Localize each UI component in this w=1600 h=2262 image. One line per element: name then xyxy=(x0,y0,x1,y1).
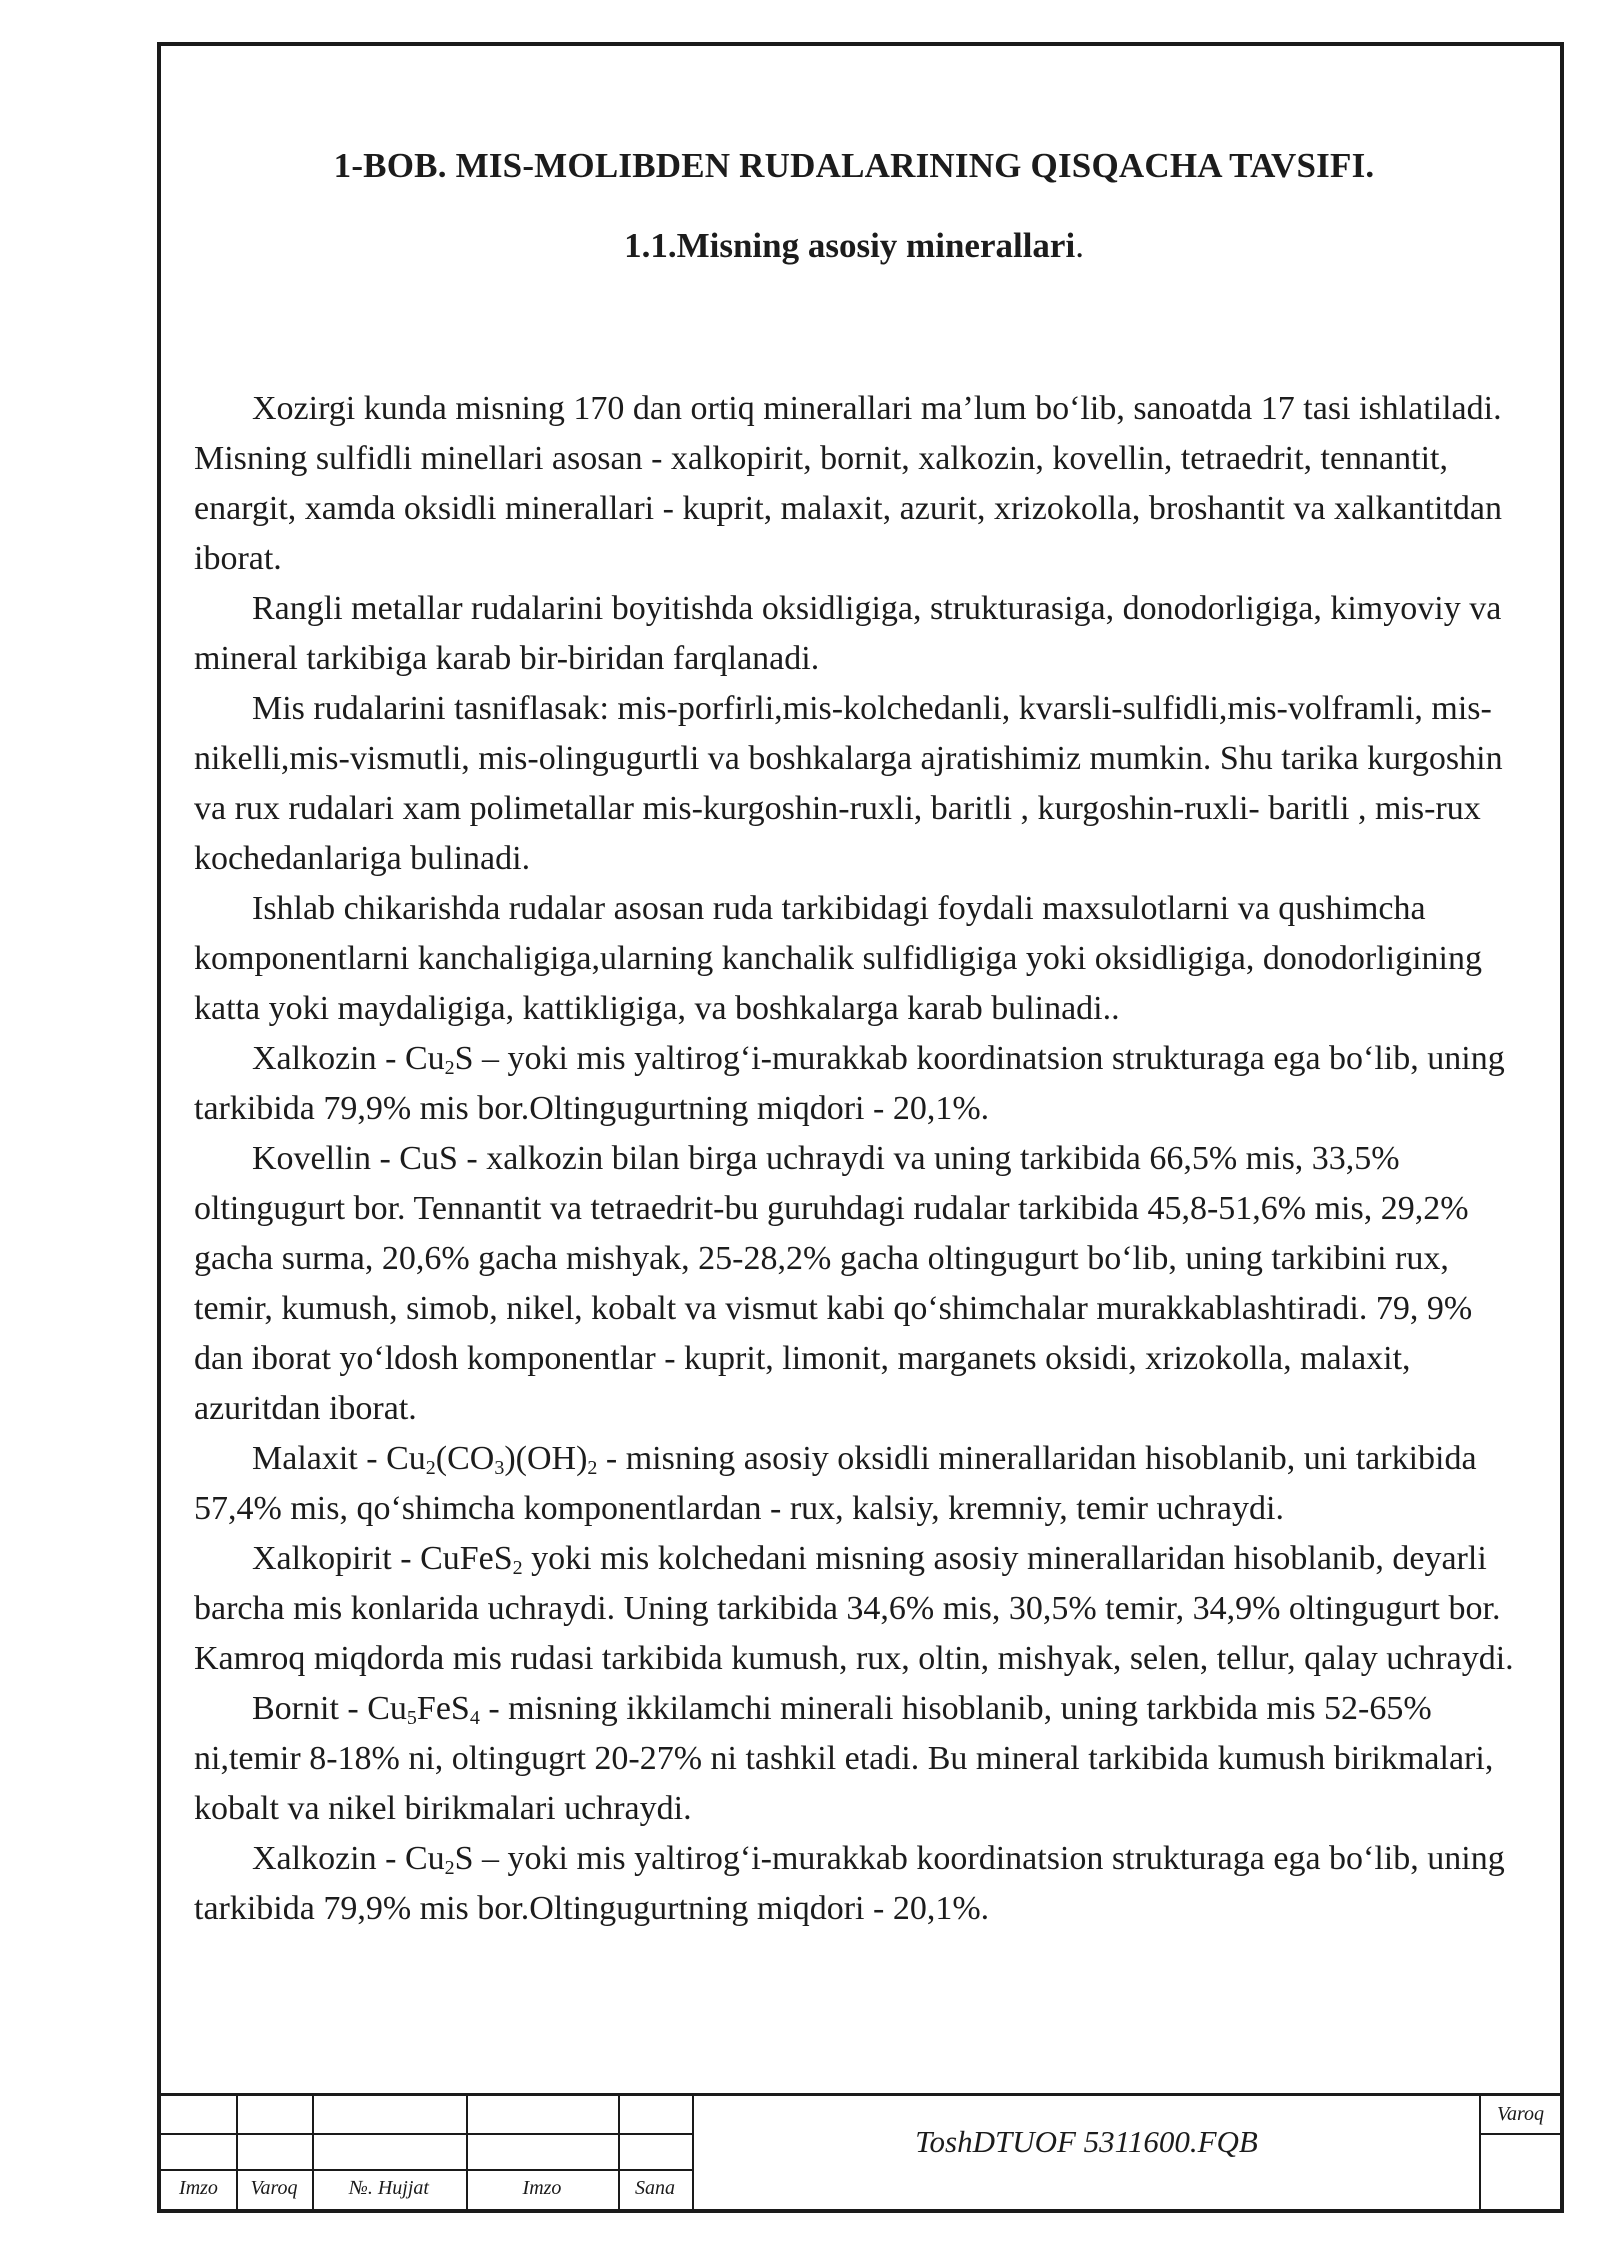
paragraph: Mis rudalarini tasniflasak: mis-porfirli,mis-kolchedanli, kvarsli-sulfidli,mis-volframli, mis-nikelli,mis-vismutli, mis-olingugurtli va boshkalarga ajratishimiz mumkin. Shu tarika kurgoshin va rux rudalari xam polimetallar mis-kurgoshin-ruxli, baritli , kurgoshin-ruxli- baritli , mis-rux kochedanlariga bulinadi. xyxy=(194,690,1503,877)
stamp-divider xyxy=(1481,2133,1560,2135)
subscript: 2 xyxy=(444,1857,455,1879)
text-run: (CO xyxy=(435,1440,495,1477)
stamp-divider xyxy=(161,2169,692,2171)
paragraph-xalkozin-repeat xyxy=(194,1834,1514,1934)
subscript: 5 xyxy=(406,1707,417,1729)
section-title xyxy=(194,226,1514,266)
paragraph: Ishlab chikarishda rudalar asosan ruda tarkibidagi foydali maxsulotlarni va qushimcha komponentlarni kanchaligiga,ularning kanchalik sulfidligiga yoki oksidligiga, donodorligining katta yoki maydaligiga, kattikligiga, va boshkalarga karab bulinadi.. xyxy=(194,890,1482,1027)
sheet-label: Varoq xyxy=(1496,2103,1545,2125)
subscript: 2 xyxy=(587,1457,598,1479)
paragraph-xalkopirit xyxy=(194,1534,1514,1684)
paragraph: Xozirgi kunda misning 170 dan ortiq minerallari ma’lum bo‘lib, sanoatda 17 tasi ishlatiladi. Misning sulfidli minellari asosan - xalkopirit, bornit, xalkozin, kovellin, tetraedrit, tennantit, enargit, xamda oksidli minerallari - kuprit, malaxit, azurit, xrizokolla, broshantit va xalkantitdan iborat. xyxy=(194,390,1503,577)
text-run: Xalkozin - Cu xyxy=(252,1840,445,1877)
stamp-label: Varoq xyxy=(250,2177,298,2199)
text-run: - misning ikkilamchi minerali hisoblanib, uning tarkbida mis 52-65% ni,temir 8-18% ni, oltingugrt 20-27% ni tashkil etadi. Bu mineral tarkibida kumush birikmalari, kobalt va nikel birikmalari uchraydi. xyxy=(194,1690,1494,1827)
subscript: 2 xyxy=(444,1057,455,1079)
subscript: 2 xyxy=(512,1557,523,1579)
document-body xyxy=(194,384,1514,1934)
paragraph-malaxit xyxy=(194,1434,1514,1534)
chapter-title: 1-BOB. MIS-MOLIBDEN RUDALARINING QISQACHA TAVSIFI. xyxy=(333,146,1375,185)
text-run: Xalkopirit - CuFeS xyxy=(252,1540,513,1577)
stamp-label: Sana xyxy=(635,2177,675,2199)
text-run: yoki mis kolchedani misning asosiy minerallaridan hisoblanib, deyarli barcha mis konlarida uchraydi. Uning tarkibida 34,6% mis, 30,5% temir, 34,9% oltingugurt bor. Kamroq miqdorda mis rudasi tarkibida kumush, rux, oltin, mishyak, selen, tellur, qalay uchraydi. xyxy=(194,1540,1514,1677)
paragraph-bornit xyxy=(194,1684,1514,1834)
text-run: FeS xyxy=(416,1690,470,1727)
text-run: )(OH) xyxy=(504,1440,588,1477)
subscript: 2 xyxy=(425,1457,436,1479)
section-title-dot: . xyxy=(1075,226,1084,265)
stamp-label: №. Hujjat xyxy=(349,2177,429,2199)
text-run: Malaxit - Cu xyxy=(252,1440,426,1477)
stamp-label: Imzo xyxy=(179,2177,218,2199)
stamp-label: Imzo xyxy=(522,2177,562,2199)
page-frame xyxy=(157,42,1564,2213)
stamp-divider xyxy=(161,2133,692,2135)
document-content xyxy=(194,146,1514,1934)
paragraph-kovellin: Kovellin - CuS - xalkozin bilan birga uchraydi va uning tarkibida 66,5% mis, 33,5% oltingugurt bor. Tennantit va tetraedrit-bu guruhdagi rudalar tarkibida 45,8-51,6% mis, 29,2% gacha surma, 20,6% gacha mishyak, 25-28,2% gacha oltingugurt bo‘lib, uning tarkibini rux, temir, kumush, simob, nikel, kobalt va vismut kabi qo‘shimchalar murakkablashtiradi. 79, 9% dan iborat yo‘ldosh komponentlar - kuprit, limonit, marganets oksidi, xrizokolla, malaxit, azuritdan iborat. xyxy=(194,1140,1473,1427)
text-run: - misning asosiy oksidli minerallaridan hisoblanib, uni tarkibida 57,4% mis, qo‘shimcha komponentlardan - rux, kalsiy, kremniy, temir uchraydi. xyxy=(194,1440,1477,1527)
text-run: S – yoki mis yaltirog‘i-murakkab koordinatsion strukturaga ega bo‘lib, uning tarkibida 79,9% mis bor.Oltingugurtning miqdori - 20,1%. xyxy=(194,1840,1505,1927)
title-block-stamp xyxy=(161,2093,1560,2209)
paragraph: Rangli metallar rudalarini boyitishda oksidligiga, strukturasiga, donodorligiga, kimyoviy va mineral tarkibiga karab bir-biridan farqlanadi. xyxy=(194,590,1502,677)
subscript: 3 xyxy=(494,1457,505,1479)
subscript: 4 xyxy=(469,1707,480,1729)
paragraph-xalkozin xyxy=(194,1034,1514,1134)
text-run: Bornit - Cu xyxy=(252,1690,407,1727)
text-run: S – yoki mis yaltirog‘i-murakkab koordinatsion strukturaga ega bo‘lib, uning tarkibida 79,9% mis bor.Oltingugurtning miqdori - 20,1%. xyxy=(194,1040,1505,1127)
text-run: Xalkozin - Cu xyxy=(252,1040,445,1077)
document-code: ToshDTUOF 5311600.FQB xyxy=(915,2124,1258,2159)
section-title-text: 1.1.Misning asosiy minerallari xyxy=(624,226,1076,265)
